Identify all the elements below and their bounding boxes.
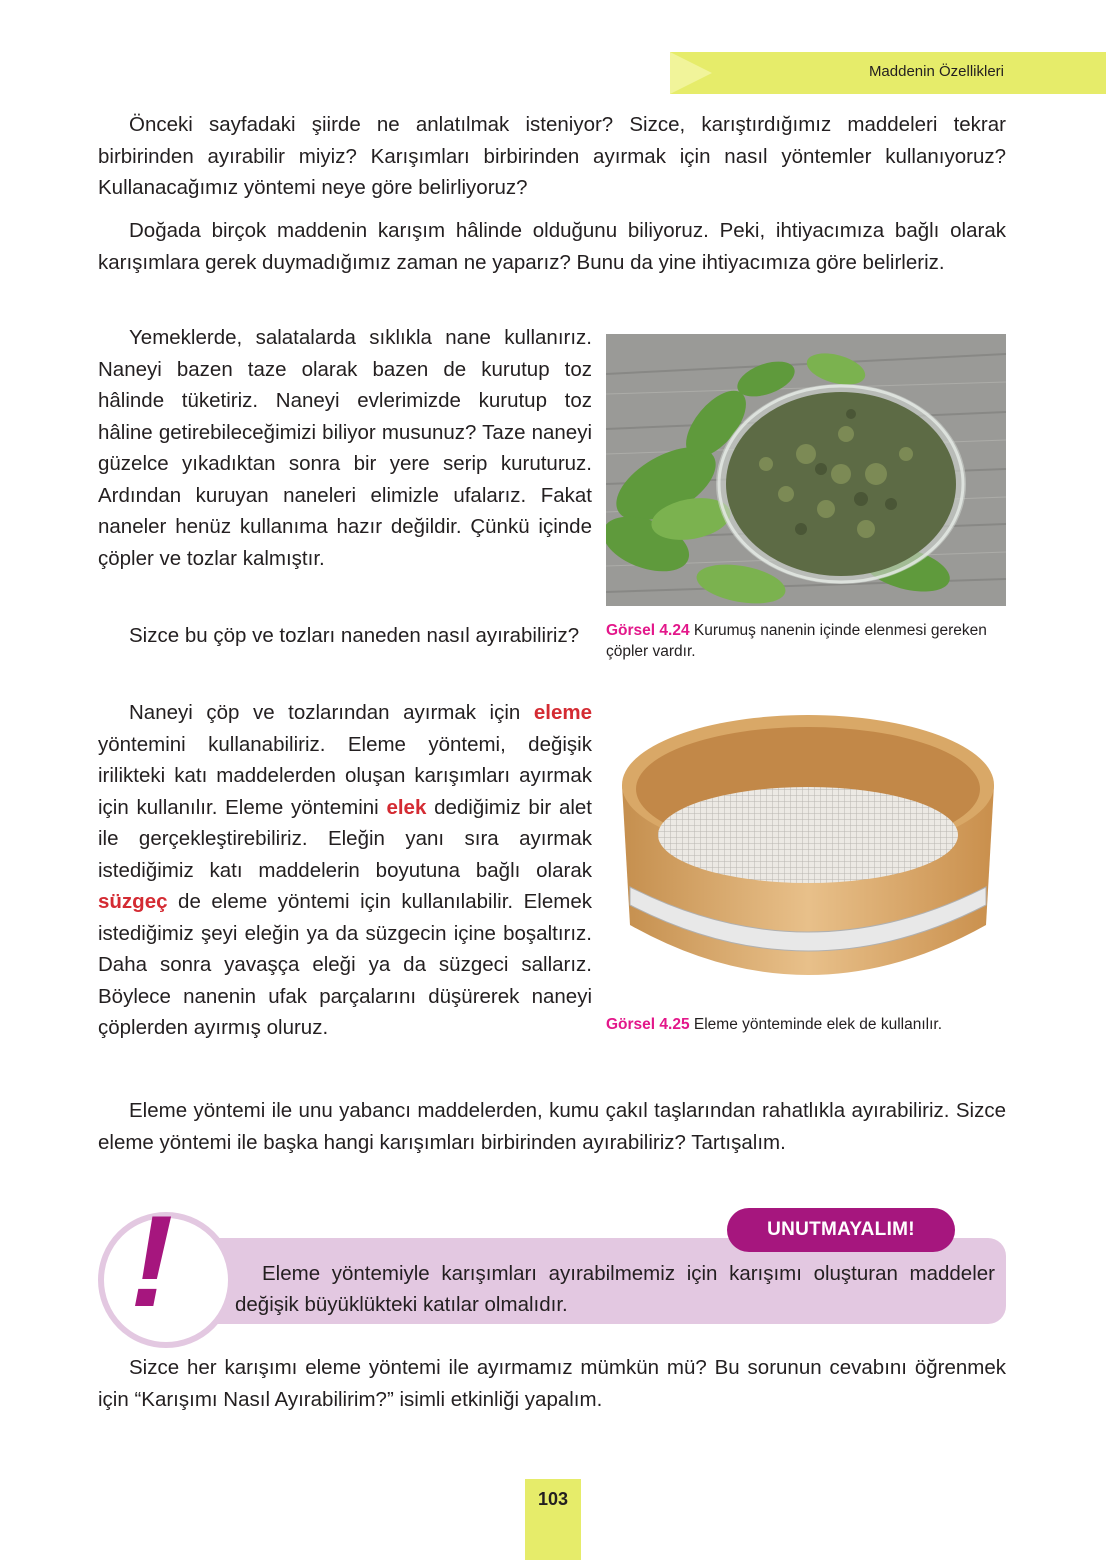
keyword-elek: elek [386, 795, 427, 819]
dried-mint-photo [606, 334, 1006, 606]
paragraph-intro-1: Önceki sayfadaki şiirde ne anlatılmak isteniyor? Sizce, karıştırdığımız maddeleri tekrar birbirinden ayırabilir miyiz? Karışımları birbirinden ayırmak için nasıl yöntemler kullanıyoruz? Kullanacağımız yöntemi neye göre belirliyoruz? [98, 113, 1006, 199]
paragraph-sieving [98, 697, 592, 1044]
exclamation-icon: ! [130, 1188, 174, 1334]
page-number: 103 [537, 1489, 569, 1509]
paragraph-closing: Sizce her karışımı eleme yöntemi ile ayırmamız mümkün mü? Bu sorunun cevabını öğrenmek için “Karışımı Nasıl Ayırabilirim?” isimli etkinliği yapalım. [98, 1356, 1006, 1411]
caption-label: Görsel 4.25 [606, 1016, 690, 1033]
text-run: Naneyi çöp ve tozlarından ayırmak için [129, 701, 534, 724]
caption-label: Görsel 4.24 [606, 622, 690, 639]
keyword-eleme: eleme [533, 701, 592, 724]
reminder-badge: UNUTMAYALIM! [727, 1208, 955, 1252]
paragraph-intro-2: Doğada birçok maddenin karışım hâlinde olduğunu biliyoruz. Peki, ihtiyacımıza bağlı olarak karışımlara gerek duymadığımız zaman ne yaparız? Bunu da yine ihtiyacımıza göre belirleriz. [98, 219, 1006, 274]
header-chevron-icon [670, 52, 712, 94]
caption-text: Kurumuş nanenin içinde elenmesi gereken çöpler vardır. [606, 622, 987, 660]
header-title: Maddenin Özellikleri [868, 63, 1004, 80]
paragraph-question: Sizce bu çöp ve tozları naneden nasıl ayırabiliriz? [129, 624, 580, 647]
keyword-suzgec: süzgeç [98, 890, 168, 913]
text-run: dediğimiz bir alet ile gerçekleştirebiliriz. Eleğin yanı sıra ayırmak istediğimiz katı maddelerin boyutuna bağlı olarak [98, 795, 592, 882]
figure-caption-1 [606, 620, 1006, 662]
sieve-image [610, 705, 1006, 1005]
figure-caption-2 [606, 1014, 1006, 1035]
paragraph-mint: Yemeklerde, salatalarda sıklıkla nane kullanırız. Naneyi bazen taze olarak bazen de kurutup toz hâlinde tüketiriz. Naneyi evlerimizde kurutup toz hâline getirebileceğimizi biliyor musunuz? Taze naneyi güzelce yıkadıktan sonra bir yere serip kuruturuz. Ardından kuruyan naneleri elimizle ufalarız. Fakat naneler henüz kullanıma hazır değildir. Çünkü içinde çöpler ve tozlar kalmıştır. [98, 326, 592, 570]
reminder-text: Eleme yöntemiyle karışımları ayırabilmemiz için karışımı oluşturan maddeler değişik büyüklükteki katılar olmalıdır. [235, 1262, 995, 1316]
text-run: de eleme yöntemi için kullanılabilir. Elemek istediğimiz şeyi eleğin ya da süzgecin içine boşaltırız. Daha sonra yavaşça eleği ya da süzgeci sallarız. Böylece nanenin ufak parçalarını düşürerek naneyi çöplerden ayırmış oluruz. [98, 890, 592, 1039]
text-run: yöntemini kullanabiliriz. Eleme yöntemi, değişik irilikteki katı maddelerden oluşan karışımları ayırmak için kullanılır. Eleme yöntemini [98, 732, 592, 819]
caption-text: Eleme yönteminde elek de kullanılır. [689, 1016, 943, 1033]
paragraph-discussion: Eleme yöntemi ile unu yabancı maddelerden, kumu çakıl taşlarından rahatlıkla ayırabiliriz. Sizce eleme yöntemi ile başka hangi karışımları birbirinden ayırabiliriz? Tartışalım. [98, 1099, 1006, 1154]
